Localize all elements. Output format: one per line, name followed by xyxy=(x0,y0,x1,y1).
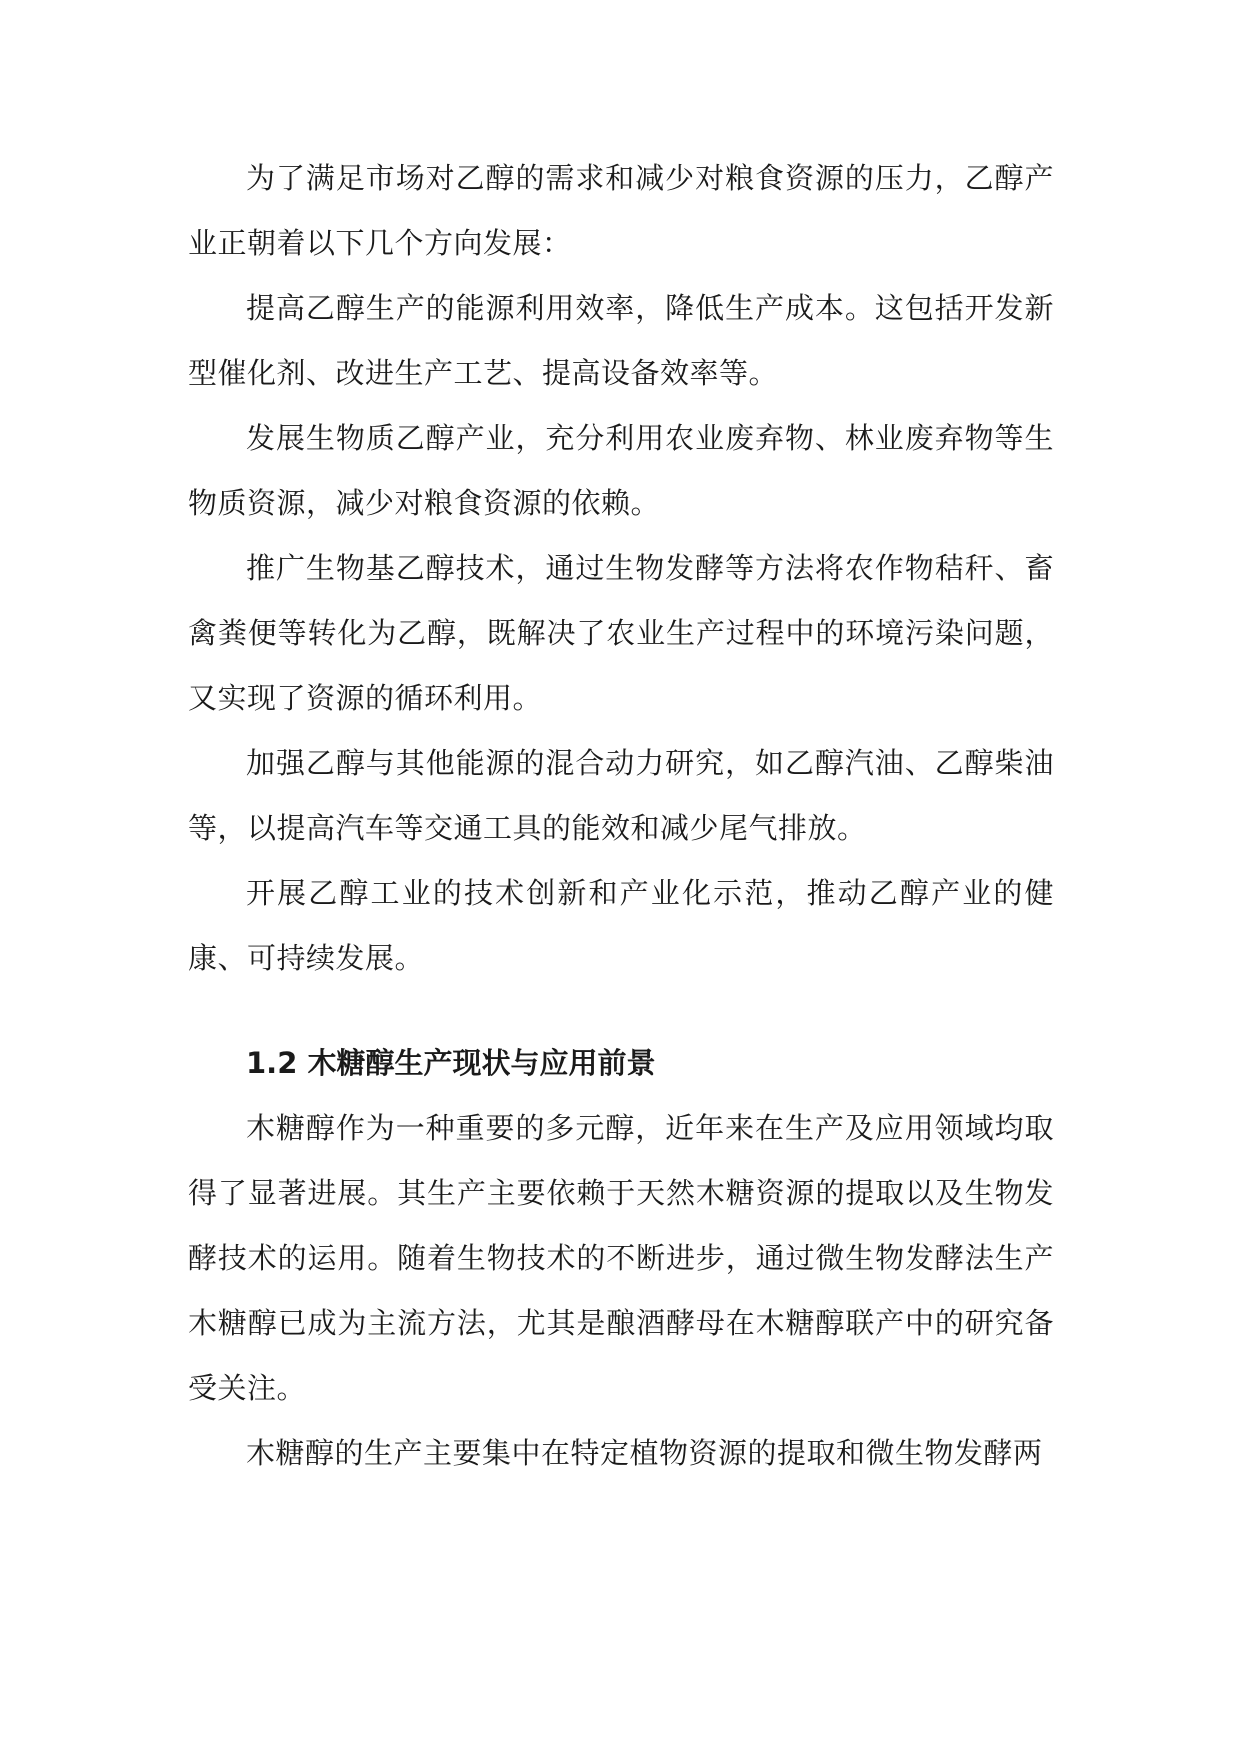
section-heading: 1.2 木糖醇生产现状与应用前景 xyxy=(246,1046,656,1080)
paragraph-innovation: 开展乙醇工业的技术创新和产业化示范，推动乙醇产业的健康、可持续发展。 xyxy=(188,876,1054,975)
paragraph-ethanol-directions-intro: 为了满足市场对乙醇的需求和减少对粮食资源的压力，乙醇产业正朝着以下几个方向发展： xyxy=(188,161,1054,260)
paragraph-bio-based-ethanol: 推广生物基乙醇技术，通过生物发酵等方法将农作物秸秆、畜禽粪便等转化为乙醇，既解决了农业生产过程中的环境污染问题，又实现了资源的循环利用。 xyxy=(188,551,1054,715)
paragraph-xylitol-overview: 木糖醇作为一种重要的多元醇，近年来在生产及应用领域均取得了显著进展。其生产主要依赖于天然木糖资源的提取以及生物发酵技术的运用。随着生物技术的不断进步，通过微生物发酵法生产木糖醇已成为主流方法，尤其是酿酒酵母在木糖醇联产中的研究备受关注。 xyxy=(188,1111,1054,1405)
page-content xyxy=(188,146,1054,1486)
paragraph-biomass-ethanol: 发展生物质乙醇产业，充分利用农业废弃物、林业废弃物等生物质资源，减少对粮食资源的依赖。 xyxy=(188,421,1054,520)
paragraph-xylitol-production: 木糖醇的生产主要集中在特定植物资源的提取和微生物发酵两 xyxy=(246,1436,1043,1470)
paragraph-hybrid-power: 加强乙醇与其他能源的混合动力研究，如乙醇汽油、乙醇柴油等，以提高汽车等交通工具的能效和减少尾气排放。 xyxy=(188,746,1054,845)
paragraph-energy-efficiency: 提高乙醇生产的能源利用效率，降低生产成本。这包括开发新型催化剂、改进生产工艺、提高设备效率等。 xyxy=(188,291,1054,390)
